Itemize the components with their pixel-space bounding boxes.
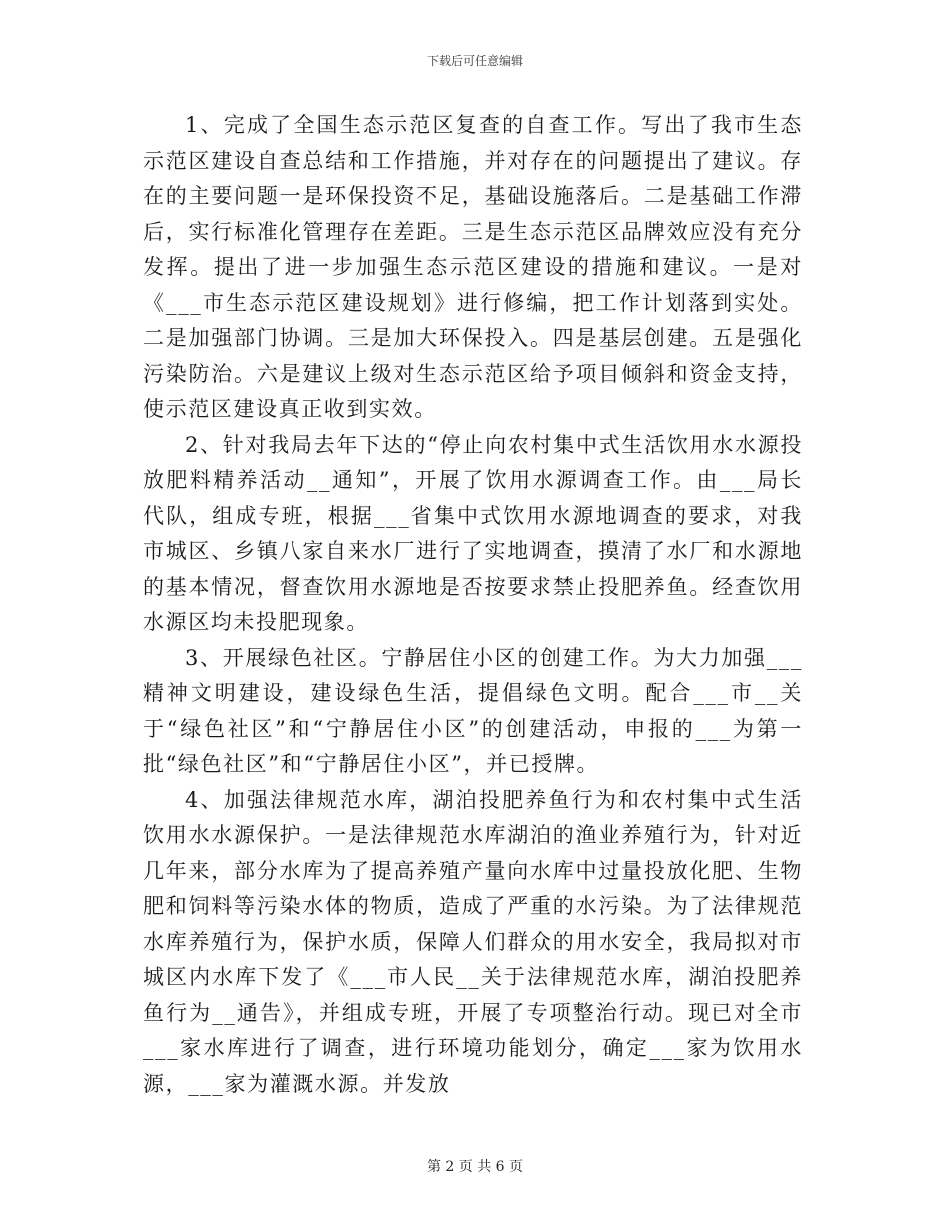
page-header-note: 下载后可任意编辑 (426, 54, 523, 68)
paragraph-1: 1、完成了全国生态示范区复查的自查工作。写出了我市生态示范区建设自查总结和工作措施，并对存在的问题提出了建议。存在的主要问题一是环保投资不足，基础设施落后。二是基础工作滞后，实行标准化管理存在差距。三是生态示范区品牌效应没有充分发挥。提出了进一步加强生态示范区建设的措施和建议。一是对《___市生态示范区建设规划》进行修编，把工作计划落到实处。二是加强部门协调。三是加大环保投入。四是基层创建。五是强化污染防治。六是建议上级对生态示范区给予项目倾斜和资金支持，使示范区建设真正收到实效。 (143, 113, 803, 421)
paragraph-3: 3、开展绿色社区。宁静居住小区的创建工作。为大力加强___精神文明建设，建设绿色生活，提倡绿色文明。配合___市__关于“绿色社区”和“宁静居住小区”的创建活动，申报的___为第一批“绿色社区”和“宁静居住小区”，并已授牌。 (143, 645, 803, 776)
paragraph-4: 4、加强法律规范水库，湖泊投肥养鱼行为和农村集中式生活饮用水水源保护。一是法律规范水库湖泊的渔业养殖行为，针对近几年来，部分水库为了提高养殖产量向水库中过量投放化肥、生物肥和饲料等污染水体的物质，造成了严重的水污染。为了法律规范水库养殖行为，保护水质，保障人们群众的用水安全，我局拟对市城区内水库下发了《___市人民__关于法律规范水库，湖泊投肥养鱼行为__通告》，并组成专班，开展了专项整治行动。现已对全市___家水库进行了调查，进行环境功能划分，确定___家为饮用水源，___家为灌溉水源。并发放 (143, 787, 803, 1096)
page-number-footer: 第 2 页 共 6 页 (426, 1159, 524, 1175)
paragraph-2: 2、针对我局去年下达的“停止向农村集中式生活饮用水水源投放肥料精养活动__通知”，开展了饮用水源调查工作。由___局长代队，组成专班，根据___省集中式饮用水源地调查的要求，对我市城区、乡镇八家自来水厂进行了实地调查，摸清了水厂和水源地的基本情况，督查饮用水源地是否按要求禁止投肥养鱼。经查饮用水源区均未投肥现象。 (143, 432, 803, 634)
document-body (143, 108, 803, 1102)
